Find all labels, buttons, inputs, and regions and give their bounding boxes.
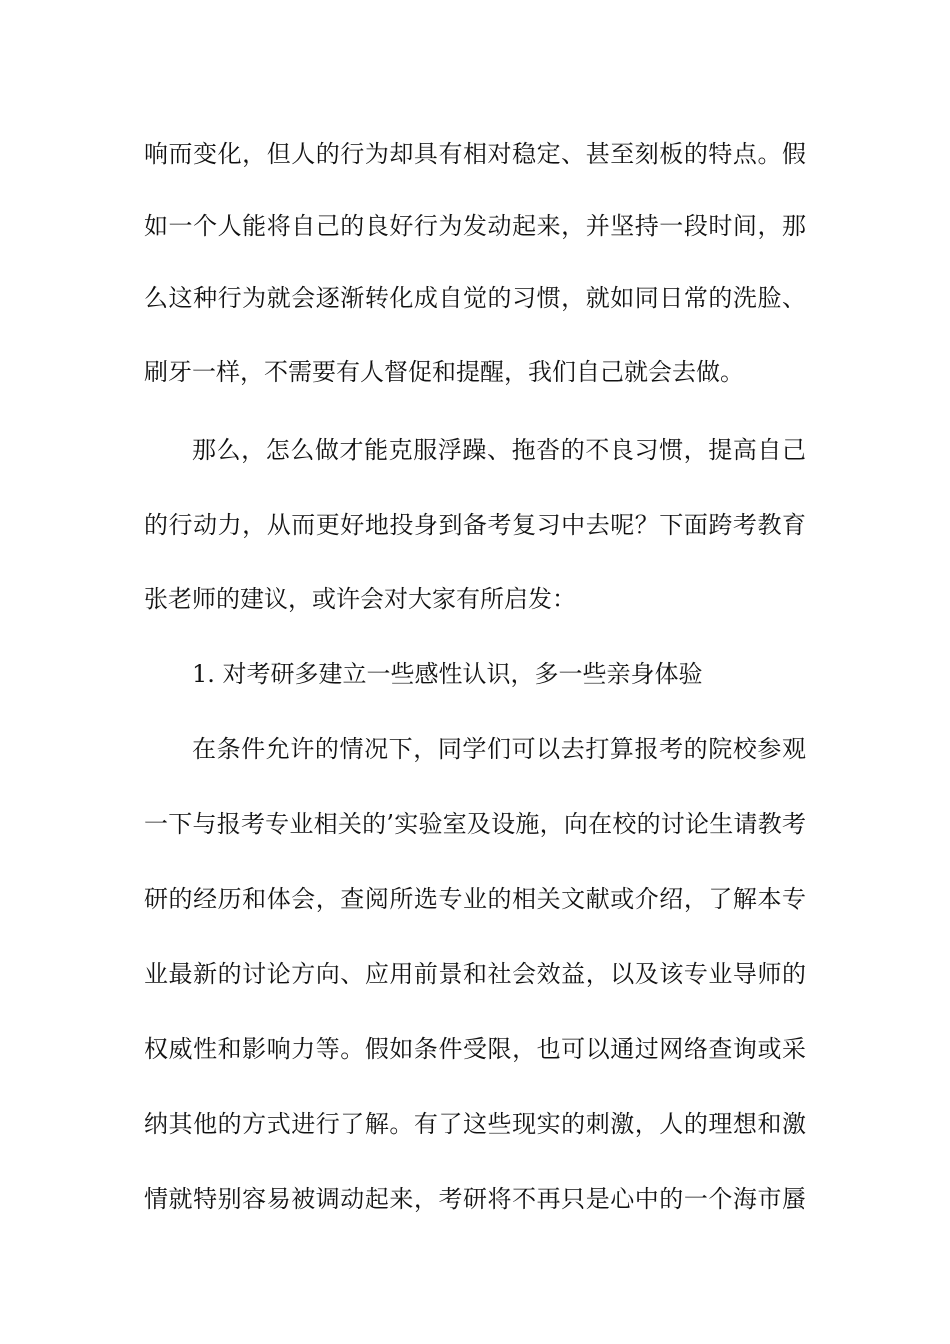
text-line-1: 响而变化，但人的行为却具有相对稳定、甚至刻板的特点。假	[144, 140, 806, 168]
paragraph-3-line-3: 研的经历和体会，查阅所选专业的相关文献或介绍，了解本专	[144, 885, 806, 913]
text-line-2: 如一个人能将自己的良好行为发动起来，并坚持一段时间，那	[144, 212, 806, 240]
paragraph-3-line-6: 纳其他的方式进行了解。有了这些现实的刺激，人的理想和激	[144, 1110, 806, 1138]
paragraph-2-line-1: 那么，怎么做才能克服浮躁、拖沓的不良习惯，提高自己	[192, 436, 806, 464]
paragraph-3-line-7: 情就特别容易被调动起来，考研将不再只是心中的一个海市蜃	[144, 1185, 806, 1213]
text-line-4: 刷牙一样，不需要有人督促和提醒，我们自己就会去做。	[144, 358, 744, 386]
paragraph-3-line-5: 权威性和影响力等。假如条件受限，也可以通过网络查询或采	[144, 1035, 806, 1063]
section-heading-1: 1. 对考研多建立一些感性认识，多一些亲身体验	[192, 660, 703, 688]
paragraph-3-line-1: 在条件允许的情况下，同学们可以去打算报考的院校参观	[192, 735, 806, 763]
paragraph-3-line-2: 一下与报考专业相关的’实验室及设施，向在校的讨论生请教考	[144, 810, 806, 838]
paragraph-2-line-3: 张老师的建议，或许会对大家有所启发：	[144, 585, 576, 613]
text-line-3: 么这种行为就会逐渐转化成自觉的习惯，就如同日常的洗脸、	[144, 284, 806, 312]
paragraph-2-line-2: 的行动力，从而更好地投身到备考复习中去呢？下面跨考教育	[144, 511, 806, 539]
paragraph-3-line-4: 业最新的讨论方向、应用前景和社会效益，以及该专业导师的	[144, 960, 806, 988]
